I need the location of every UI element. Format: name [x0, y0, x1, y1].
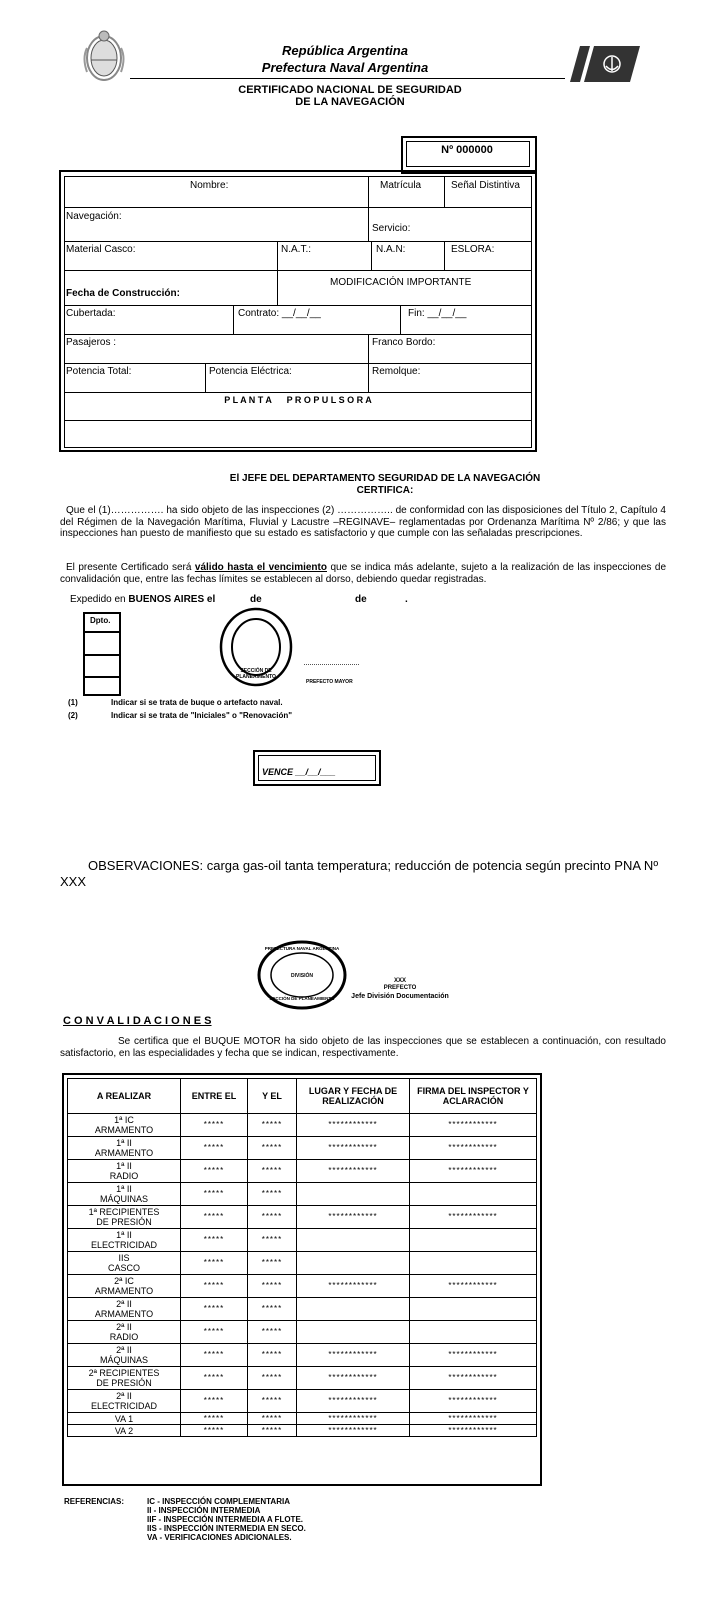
row-y-el: ***** [248, 1413, 297, 1425]
row-entre-el: ***** [181, 1229, 248, 1252]
form-hline [64, 420, 532, 421]
expedido-dot: . [405, 594, 408, 605]
referencia-item: IIS - INSPECCIÓN INTERMEDIA EN SECO. [147, 1524, 306, 1533]
p2-part-c: que se indica más adelante, sujeto a la realización de las inspecciones de convalidación que, entre las fechas límites se establecen al dorso, debiendo quedar registradas. [60, 562, 667, 585]
table-row [68, 1206, 537, 1229]
row-y-el: ***** [248, 1298, 297, 1321]
row-firma [410, 1298, 537, 1321]
row-label: 2ª II MÁQUINAS [68, 1344, 181, 1367]
row-firma [410, 1183, 537, 1206]
row-label: 2ª II RADIO [68, 1321, 181, 1344]
table-row [68, 1413, 537, 1425]
table-row [68, 1183, 537, 1206]
label-fecha-construccion: Fecha de Construcción: [66, 288, 180, 299]
division-jefe: Jefe División Documentación [351, 993, 449, 1000]
label-potencia-total: Potencia Total: [66, 366, 132, 377]
table-header-row [68, 1079, 537, 1114]
row-entre-el: ***** [181, 1344, 248, 1367]
form-vline [205, 363, 206, 392]
row-lugar-fecha: ************ [297, 1114, 410, 1137]
row-label: 1ª II ARMAMENTO [68, 1137, 181, 1160]
label-planta-propulsora: P L A N T A P R O P U L S O R A [224, 395, 372, 405]
form-vline [444, 176, 445, 207]
table-row [68, 1298, 537, 1321]
dpto-line [83, 676, 121, 678]
row-firma [410, 1229, 537, 1252]
row-lugar-fecha: ************ [297, 1275, 410, 1298]
row-entre-el: ***** [181, 1298, 248, 1321]
vence-label: VENCE __/__/___ [262, 767, 336, 777]
division-stamp-top: PREFECTURA NAVAL ARGENTINA [264, 946, 340, 951]
convalidaciones-title: C O N V A L I D A C I O N E S [63, 1015, 212, 1027]
header-line2: Prefectura Naval Argentina [261, 60, 429, 75]
p2-validity: válido hasta el vencimiento [194, 562, 327, 573]
header-firma: FIRMA DEL INSPECTOR Y ACLARACIÓN [410, 1079, 537, 1114]
row-firma: ************ [410, 1390, 537, 1413]
division-prefecto: PREFECTO [383, 985, 417, 991]
label-remolque: Remolque: [372, 366, 421, 377]
p2-part-a: El presente Certificado será [66, 562, 195, 573]
row-y-el: ***** [248, 1252, 297, 1275]
referencia-item: IIF - INSPECCIÓN INTERMEDIA A FLOTE. [147, 1515, 303, 1524]
row-label: 1ª RECIPIENTES DE PRESIÓN [68, 1206, 181, 1229]
row-entre-el: ***** [181, 1206, 248, 1229]
row-lugar-fecha: ************ [297, 1206, 410, 1229]
label-nat: N.A.T.: [281, 244, 312, 255]
dpto-line [83, 654, 121, 656]
row-y-el: ***** [248, 1275, 297, 1298]
form-vline [277, 241, 278, 305]
row-label: 1ª II MÁQUINAS [68, 1183, 181, 1206]
label-matricula: Matrícula [380, 180, 422, 191]
row-y-el: ***** [248, 1114, 297, 1137]
row-label: 2ª II ELECTRICIDAD [68, 1390, 181, 1413]
header-rule [130, 78, 565, 79]
row-lugar-fecha [297, 1252, 410, 1275]
form-hline [64, 207, 532, 208]
label-nombre: Nombre: [190, 180, 229, 191]
table-row [68, 1275, 537, 1298]
certifica-label: CERTIFICA: [356, 485, 414, 496]
label-fin: Fin: __/__/__ [408, 308, 467, 319]
row-label: 2ª II ARMAMENTO [68, 1298, 181, 1321]
label-senal: Señal Distintiva [451, 180, 520, 191]
label-contrato: Contrato: __/__/__ [238, 308, 321, 319]
row-lugar-fecha: ************ [297, 1344, 410, 1367]
stamp-text: SECCIÓN DE PLANEAMIENTO [236, 668, 276, 680]
row-entre-el: ***** [181, 1137, 248, 1160]
row-entre-el: ***** [181, 1275, 248, 1298]
table-row [68, 1367, 537, 1390]
form-vline [233, 305, 234, 334]
division-stamp-center: DIVISIÓN [291, 973, 313, 979]
dpto-label: Dpto. [90, 616, 111, 625]
header-line1: República Argentina [282, 43, 408, 58]
expedido-line [70, 594, 215, 606]
form-hline [64, 241, 532, 242]
coat-of-arms-icon [76, 28, 132, 84]
row-y-el: ***** [248, 1229, 297, 1252]
row-entre-el: ***** [181, 1390, 248, 1413]
table-row [68, 1321, 537, 1344]
prefecto-mayor: PREFECTO MAYOR [306, 679, 353, 685]
header-entre-el: ENTRE EL [181, 1079, 248, 1114]
row-entre-el: ***** [181, 1367, 248, 1390]
table-row [68, 1160, 537, 1183]
table-row [68, 1114, 537, 1137]
certificate-number: Nº 000000 [441, 144, 493, 156]
table-row [68, 1390, 537, 1413]
row-y-el: ***** [248, 1160, 297, 1183]
row-firma [410, 1252, 537, 1275]
row-label: 2ª RECIPIENTES DE PRESIÓN [68, 1367, 181, 1390]
row-entre-el: ***** [181, 1160, 248, 1183]
convalidaciones-table [67, 1078, 537, 1437]
row-firma: ************ [410, 1275, 537, 1298]
certifica-paragraph-2 [60, 562, 666, 585]
expedido-label: Expedido en [70, 594, 129, 605]
label-potencia-electrica: Potencia Eléctrica: [209, 366, 292, 377]
row-label: 1ª IC ARMAMENTO [68, 1114, 181, 1137]
referencia-item: II - INSPECCIÓN INTERMEDIA [147, 1506, 261, 1515]
row-firma: ************ [410, 1367, 537, 1390]
note-2: Indicar si se trata de "Iniciales" o "Renovación" [111, 711, 293, 720]
jefe-title: El JEFE DEL DEPARTAMENTO SEGURIDAD DE LA NAVEGACIÓN [229, 473, 541, 484]
signature-dots [304, 664, 359, 665]
label-servicio: Servicio: [372, 223, 411, 234]
row-lugar-fecha [297, 1321, 410, 1344]
row-entre-el: ***** [181, 1183, 248, 1206]
row-label: VA 1 [68, 1413, 181, 1425]
form-vline [400, 305, 401, 334]
division-stamp-bottom: SECCIÓN DE PLANEAMIENTO [269, 996, 335, 1001]
table-row [68, 1229, 537, 1252]
label-material: Material Casco: [66, 244, 136, 255]
referencia-item: IC - INSPECCIÓN COMPLEMENTARIA [147, 1497, 290, 1506]
form-vline [368, 334, 369, 392]
note-1-number: (1) [68, 698, 78, 707]
label-pasajeros: Pasajeros : [66, 337, 117, 348]
form-vline [371, 241, 372, 270]
row-y-el: ***** [248, 1390, 297, 1413]
row-firma: ************ [410, 1137, 537, 1160]
row-lugar-fecha: ************ [297, 1425, 410, 1437]
form-hline [64, 270, 532, 271]
row-lugar-fecha: ************ [297, 1413, 410, 1425]
row-firma: ************ [410, 1425, 537, 1437]
row-lugar-fecha [297, 1183, 410, 1206]
note-1: Indicar si se trata de buque o artefacto naval. [111, 698, 283, 707]
row-lugar-fecha [297, 1298, 410, 1321]
row-firma: ************ [410, 1114, 537, 1137]
row-firma [410, 1321, 537, 1344]
form-vline [368, 176, 369, 241]
row-entre-el: ***** [181, 1413, 248, 1425]
cert-title-1: CERTIFICADO NACIONAL DE SEGURIDAD [238, 84, 462, 96]
form-hline [64, 392, 532, 393]
note-2-number: (2) [68, 711, 78, 720]
referencias-list [147, 1497, 306, 1542]
form-hline [64, 305, 532, 306]
form-hline [64, 363, 532, 364]
row-label: 2ª IC ARMAMENTO [68, 1275, 181, 1298]
convalidaciones-text: Se certifica que el BUQUE MOTOR ha sido objeto de las inspecciones que se establecen a continuación, con resultado satisfactorio, en las especialidades y fecha que se indican, respectivamente. [60, 1036, 666, 1059]
row-y-el: ***** [248, 1183, 297, 1206]
row-y-el: ***** [248, 1137, 297, 1160]
row-entre-el: ***** [181, 1252, 248, 1275]
dpto-line [83, 631, 121, 633]
table-row [68, 1425, 537, 1437]
label-franco: Franco Bordo: [372, 337, 436, 348]
row-y-el: ***** [248, 1206, 297, 1229]
row-firma: ************ [410, 1206, 537, 1229]
prefectura-logo-icon [570, 44, 640, 84]
form-vline [444, 241, 445, 270]
row-entre-el: ***** [181, 1425, 248, 1437]
row-lugar-fecha: ************ [297, 1367, 410, 1390]
row-y-el: ***** [248, 1425, 297, 1437]
label-nan: N.A.N: [376, 244, 406, 255]
row-lugar-fecha [297, 1229, 410, 1252]
row-label: 1ª II ELECTRICIDAD [68, 1229, 181, 1252]
certifica-paragraph-1: Que el (1)……………. ha sido objeto de las inspecciones (2) …………….. de conformidad con las disposiciones del Título 2, Capítulo 4 del Régimen de la Navegación Marítima, Fluvial y Lacustre –REGINAVE– reglamentadas por Ordenanza Marítima Nº 2/86; y que las inspecciones han puesto de manifiesto que su estado es satisfactorio y que cumple con las señaladas prescripciones. [60, 505, 666, 539]
table-row [68, 1344, 537, 1367]
row-y-el: ***** [248, 1344, 297, 1367]
observaciones: OBSERVACIONES: carga gas-oil tanta temperatura; reducción de potencia según precinto PNA Nº XXX [60, 858, 659, 889]
row-firma: ************ [410, 1160, 537, 1183]
header-y-el: Y EL [248, 1079, 297, 1114]
table-row [68, 1137, 537, 1160]
expedido-de-2: de [355, 594, 367, 605]
row-firma: ************ [410, 1344, 537, 1367]
row-lugar-fecha: ************ [297, 1137, 410, 1160]
row-y-el: ***** [248, 1321, 297, 1344]
cert-title-2: DE LA NAVEGACIÓN [295, 96, 405, 108]
label-cubertada: Cubertada: [66, 308, 116, 319]
referencias-label: REFERENCIAS: [64, 1497, 125, 1506]
referencia-item: VA - VERIFICACIONES ADICIONALES. [147, 1533, 292, 1542]
row-label: IIS CASCO [68, 1252, 181, 1275]
row-lugar-fecha: ************ [297, 1160, 410, 1183]
header-lugar-fecha: LUGAR Y FECHA DE REALIZACIÓN [297, 1079, 410, 1114]
row-firma: ************ [410, 1413, 537, 1425]
table-row [68, 1252, 537, 1275]
header-a-realizar: A REALIZAR [68, 1079, 181, 1114]
expedido-city: BUENOS AIRES el [128, 594, 216, 605]
row-y-el: ***** [248, 1367, 297, 1390]
row-entre-el: ***** [181, 1321, 248, 1344]
row-label: VA 2 [68, 1425, 181, 1437]
division-xxx: XXX [393, 978, 406, 984]
label-modificacion: MODIFICACIÓN IMPORTANTE [330, 277, 472, 288]
expedido-de-1: de [250, 594, 262, 605]
label-eslora: ESLORA: [451, 244, 495, 255]
label-navegacion: Navegación: [66, 211, 122, 222]
form-hline [64, 334, 532, 335]
row-lugar-fecha: ************ [297, 1390, 410, 1413]
row-label: 1ª II RADIO [68, 1160, 181, 1183]
row-entre-el: ***** [181, 1114, 248, 1137]
